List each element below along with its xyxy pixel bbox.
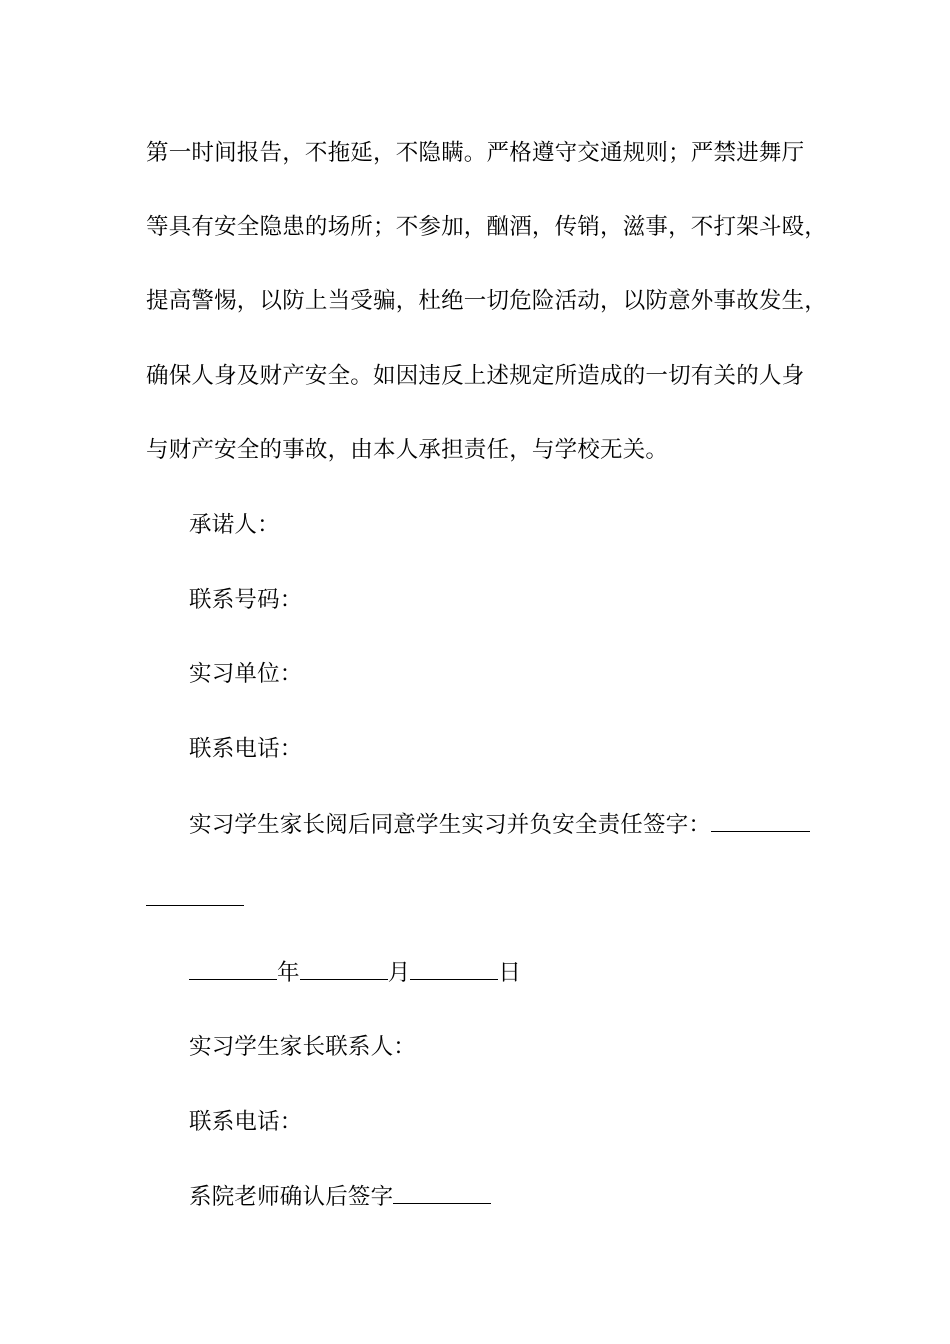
parent-signature-blank-continued[interactable] xyxy=(146,883,244,906)
teacher-signature-blank[interactable] xyxy=(393,1181,491,1204)
paragraph-line: 与财产安全的事故，由本人承担责任，与学校无关。 xyxy=(146,437,669,463)
parent-signature-label: 实习学生家长阅后同意学生实习并负安全责任签字： xyxy=(189,812,712,838)
year-label: 年 xyxy=(277,960,300,986)
internship-unit-label: 实习单位： xyxy=(189,661,303,687)
parent-signature-row xyxy=(189,809,810,840)
teacher-signature-row xyxy=(189,1181,491,1212)
paragraph-line: 第一时间报告，不拖延，不隐瞒。严格遵守交通规则；严禁进舞厅 xyxy=(146,140,805,166)
year-blank[interactable] xyxy=(189,957,277,980)
parent-contact-label: 实习学生家长联系人： xyxy=(189,1034,417,1060)
contact-phone-label: 联系电话： xyxy=(189,736,303,762)
promisor-label: 承诺人： xyxy=(189,512,280,538)
teacher-signature-label: 系院老师确认后签字 xyxy=(189,1184,394,1210)
paragraph-line: 等具有安全隐患的场所；不参加，酗酒，传销，滋事，不打架斗殴， xyxy=(146,214,828,240)
contact-number-label: 联系号码： xyxy=(189,587,303,613)
paragraph-line: 提高警惕，以防上当受骗，杜绝一切危险活动，以防意外事故发生， xyxy=(146,288,828,314)
month-label: 月 xyxy=(387,960,411,986)
parent-phone-label: 联系电话： xyxy=(189,1109,303,1135)
day-blank[interactable] xyxy=(410,957,498,980)
date-row xyxy=(189,957,521,988)
parent-signature-continuation xyxy=(146,883,244,914)
day-label: 日 xyxy=(498,960,522,986)
paragraph-line: 确保人身及财产安全。如因违反上述规定所造成的一切有关的人身 xyxy=(146,363,805,389)
parent-signature-blank[interactable] xyxy=(711,809,810,832)
month-blank[interactable] xyxy=(300,957,388,980)
